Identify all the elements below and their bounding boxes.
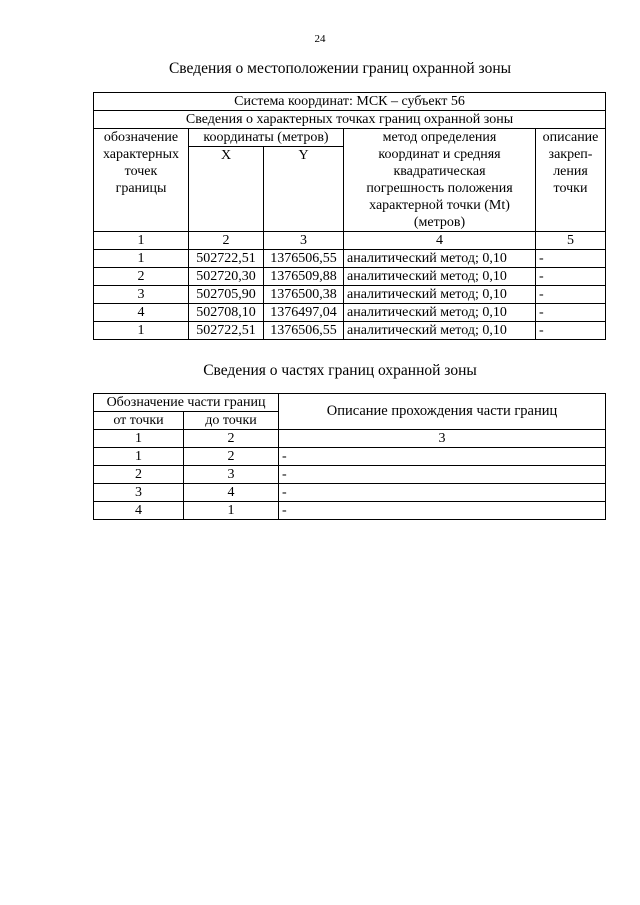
table-row bbox=[94, 268, 606, 286]
column-number: 1 bbox=[94, 430, 184, 448]
desc-cell: - bbox=[536, 250, 606, 268]
table-row bbox=[94, 466, 606, 484]
table-row bbox=[94, 448, 606, 466]
column-number: 1 bbox=[94, 232, 189, 250]
column-number: 3 bbox=[264, 232, 344, 250]
table-row bbox=[94, 250, 606, 268]
column-number: 5 bbox=[536, 232, 606, 250]
header-part-designation: Обозначение части границ bbox=[94, 394, 279, 412]
table-row bbox=[94, 322, 606, 340]
page-number: 24 bbox=[314, 33, 326, 45]
from-cell: 1 bbox=[94, 448, 184, 466]
y-cell: 1376509,88 bbox=[264, 268, 344, 286]
from-cell: 3 bbox=[94, 484, 184, 502]
part-desc-cell: - bbox=[279, 502, 606, 520]
desc-cell: - bbox=[536, 286, 606, 304]
method-cell: аналитический метод; 0,10 bbox=[344, 250, 536, 268]
x-cell: 502722,51 bbox=[189, 322, 264, 340]
column-number: 3 bbox=[279, 430, 606, 448]
to-cell: 4 bbox=[184, 484, 279, 502]
part-desc-cell: - bbox=[279, 448, 606, 466]
x-cell: 502722,51 bbox=[189, 250, 264, 268]
y-cell: 1376506,55 bbox=[264, 322, 344, 340]
to-cell: 1 bbox=[184, 502, 279, 520]
point-cell: 4 bbox=[94, 304, 189, 322]
x-cell: 502708,10 bbox=[189, 304, 264, 322]
column-number: 2 bbox=[189, 232, 264, 250]
header-point-designation: обозначение характерных точек границы bbox=[94, 129, 189, 232]
method-cell: аналитический метод; 0,10 bbox=[344, 286, 536, 304]
column-number: 4 bbox=[344, 232, 536, 250]
header-to-point: до точки bbox=[184, 412, 279, 430]
coord-system-cell: Система координат: МСК – субъект 56 bbox=[94, 93, 606, 111]
header-x: X bbox=[189, 147, 264, 232]
column-number-row bbox=[94, 232, 606, 250]
from-cell: 4 bbox=[94, 502, 184, 520]
point-cell: 1 bbox=[94, 322, 189, 340]
section-title-parts: Сведения о частях границ охранной зоны bbox=[203, 362, 477, 379]
from-cell: 2 bbox=[94, 466, 184, 484]
desc-cell: - bbox=[536, 268, 606, 286]
table-row bbox=[94, 484, 606, 502]
desc-cell: - bbox=[536, 322, 606, 340]
header-part-description: Описание прохождения части границ bbox=[279, 394, 606, 430]
header-from-point: от точки bbox=[94, 412, 184, 430]
point-cell: 3 bbox=[94, 286, 189, 304]
table-row bbox=[94, 304, 606, 322]
table-row bbox=[94, 502, 606, 520]
method-cell: аналитический метод; 0,10 bbox=[344, 322, 536, 340]
header-y: Y bbox=[264, 147, 344, 232]
header-method: метод определения координат и средняя квадратическая погрешность положения характерной точки (Mt) (метров) bbox=[344, 129, 536, 232]
characteristic-points-table bbox=[93, 92, 606, 340]
boundary-parts-table bbox=[93, 393, 606, 520]
part-desc-cell: - bbox=[279, 484, 606, 502]
column-number-row bbox=[94, 430, 606, 448]
y-cell: 1376497,04 bbox=[264, 304, 344, 322]
y-cell: 1376500,38 bbox=[264, 286, 344, 304]
y-cell: 1376506,55 bbox=[264, 250, 344, 268]
header-point-description: описание закреп- ления точки bbox=[536, 129, 606, 232]
desc-cell: - bbox=[536, 304, 606, 322]
points-subtitle-cell: Сведения о характерных точках границ охранной зоны bbox=[94, 111, 606, 129]
point-cell: 2 bbox=[94, 268, 189, 286]
x-cell: 502705,90 bbox=[189, 286, 264, 304]
x-cell: 502720,30 bbox=[189, 268, 264, 286]
part-desc-cell: - bbox=[279, 466, 606, 484]
to-cell: 2 bbox=[184, 448, 279, 466]
point-cell: 1 bbox=[94, 250, 189, 268]
column-number: 2 bbox=[184, 430, 279, 448]
table-row bbox=[94, 286, 606, 304]
method-cell: аналитический метод; 0,10 bbox=[344, 268, 536, 286]
header-coordinates: координаты (метров) bbox=[189, 129, 344, 147]
section-title-location: Сведения о местоположении границ охранной зоны bbox=[168, 60, 512, 77]
to-cell: 3 bbox=[184, 466, 279, 484]
method-cell: аналитический метод; 0,10 bbox=[344, 304, 536, 322]
